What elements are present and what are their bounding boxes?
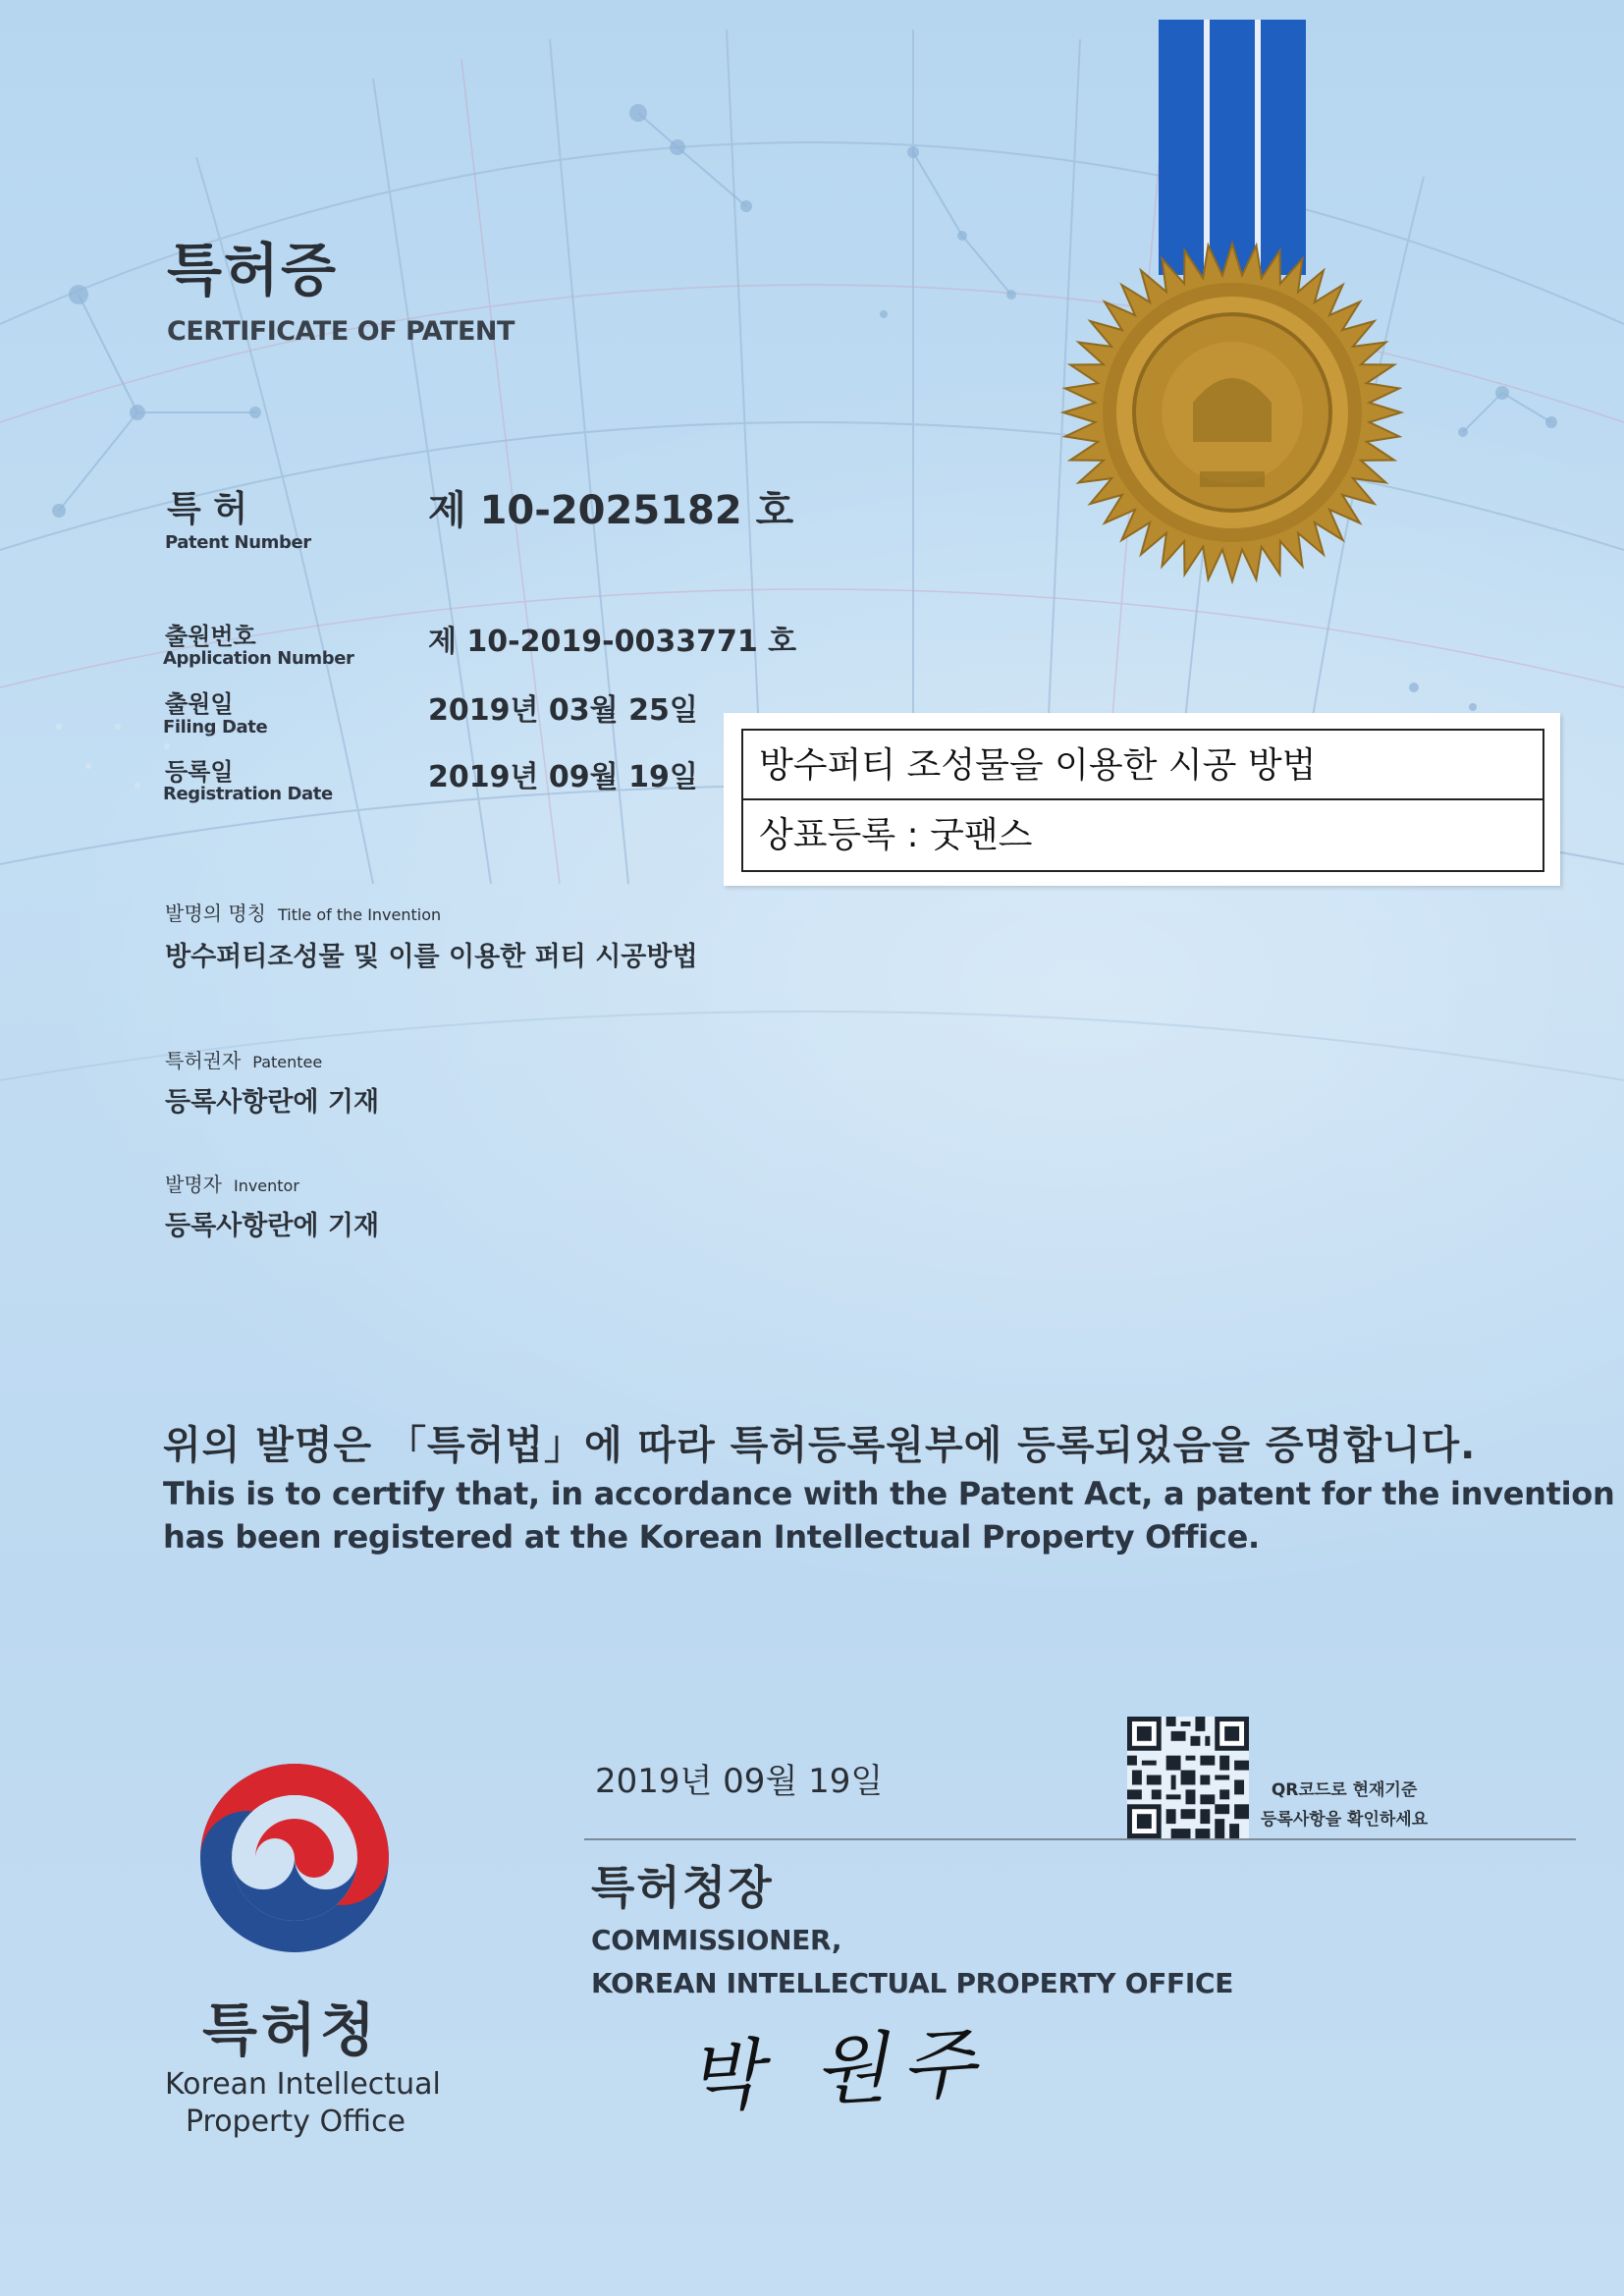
kipo-logo-icon: [196, 1760, 393, 1956]
label-line-trademark: 상표등록 : 굿팬스: [759, 815, 1033, 855]
invention-title-label-ko: 발명의 명칭: [165, 902, 266, 925]
patentee-label: [165, 1045, 322, 1073]
patent-label-ko: 특 허: [167, 489, 248, 529]
commissioner-title-en-line2: KOREAN INTELLECTUAL PROPERTY OFFICE: [591, 1967, 1234, 1999]
kipo-name-en-line1: Korean Intellectual: [165, 2067, 441, 2102]
certificate-title-ko: 특허증: [167, 237, 339, 303]
patent-number: 제 10-2025182 호: [428, 488, 794, 533]
commissioner-title-ko: 특허청장: [591, 1861, 774, 1914]
invention-title-label-en: Title of the Invention: [277, 905, 442, 924]
label-table: [741, 729, 1544, 872]
application-number-value: 제 10-2019-0033771 호: [428, 625, 797, 659]
kipo-name-en: [165, 2066, 441, 2141]
patentee-label-ko: 특허권자: [165, 1049, 242, 1072]
issue-date: 2019년 09월 19일: [595, 1762, 884, 1801]
certification-statement-ko: 위의 발명은 「특허법」에 따라 특허등록원부에 등록되었음을 증명합니다.: [163, 1423, 1477, 1468]
qr-code-icon[interactable]: [1127, 1717, 1249, 1838]
patent-label-en: Patent Number: [165, 532, 311, 553]
inventor-value: 등록사항란에 기재: [165, 1211, 380, 1241]
filing-date-label-ko: 출원일: [165, 690, 234, 718]
certification-statement-en-line1: This is to certify that, in accordance with the Patent Act, a patent for the invention: [163, 1475, 1615, 1512]
inventor-label-ko: 발명자: [165, 1173, 222, 1196]
application-number-label-en: Application Number: [163, 648, 354, 669]
handwritten-signature: 박 원주: [685, 2019, 992, 2123]
qr-instruction-line2: 등록사항을 확인하세요: [1261, 1810, 1429, 1830]
signature-divider: [584, 1838, 1576, 1840]
filing-date-label-en: Filing Date: [163, 717, 268, 738]
commissioner-title-en: [591, 1919, 1233, 2005]
gold-seal-icon: [1031, 20, 1443, 609]
inventor-label-en: Inventor: [233, 1176, 299, 1195]
commissioner-title-en-line1: COMMISSIONER,: [591, 1924, 842, 1956]
patentee-value: 등록사항란에 기재: [165, 1087, 380, 1118]
inventor-label: [165, 1169, 299, 1197]
qr-instruction-line1: QR코드로 현재기준: [1271, 1780, 1418, 1800]
registration-date-label-en: Registration Date: [163, 784, 333, 804]
invention-title-label: [165, 898, 441, 926]
qr-instruction: [1261, 1776, 1428, 1834]
certification-statement-en-line2: has been registered at the Korean Intellectual Property Office.: [163, 1518, 1260, 1556]
label-line-method: 방수퍼티 조성물을 이용한 시공 방법: [743, 731, 1543, 800]
kipo-name-ko: 특허청: [202, 1996, 380, 2063]
certificate-title-en: CERTIFICATE OF PATENT: [167, 316, 514, 347]
application-number-label-ko: 출원번호: [165, 623, 256, 650]
kipo-name-en-line2: Property Office: [185, 2105, 406, 2139]
registration-date-value: 2019년 09월 19일: [428, 760, 698, 794]
patentee-label-en: Patentee: [252, 1053, 323, 1071]
invention-title-value: 방수퍼티조성물 및 이를 이용한 퍼티 시공방법: [165, 942, 698, 972]
registration-date-label-ko: 등록일: [165, 758, 234, 786]
filing-date-value: 2019년 03월 25일: [428, 693, 698, 728]
attached-label-box: [724, 713, 1560, 886]
